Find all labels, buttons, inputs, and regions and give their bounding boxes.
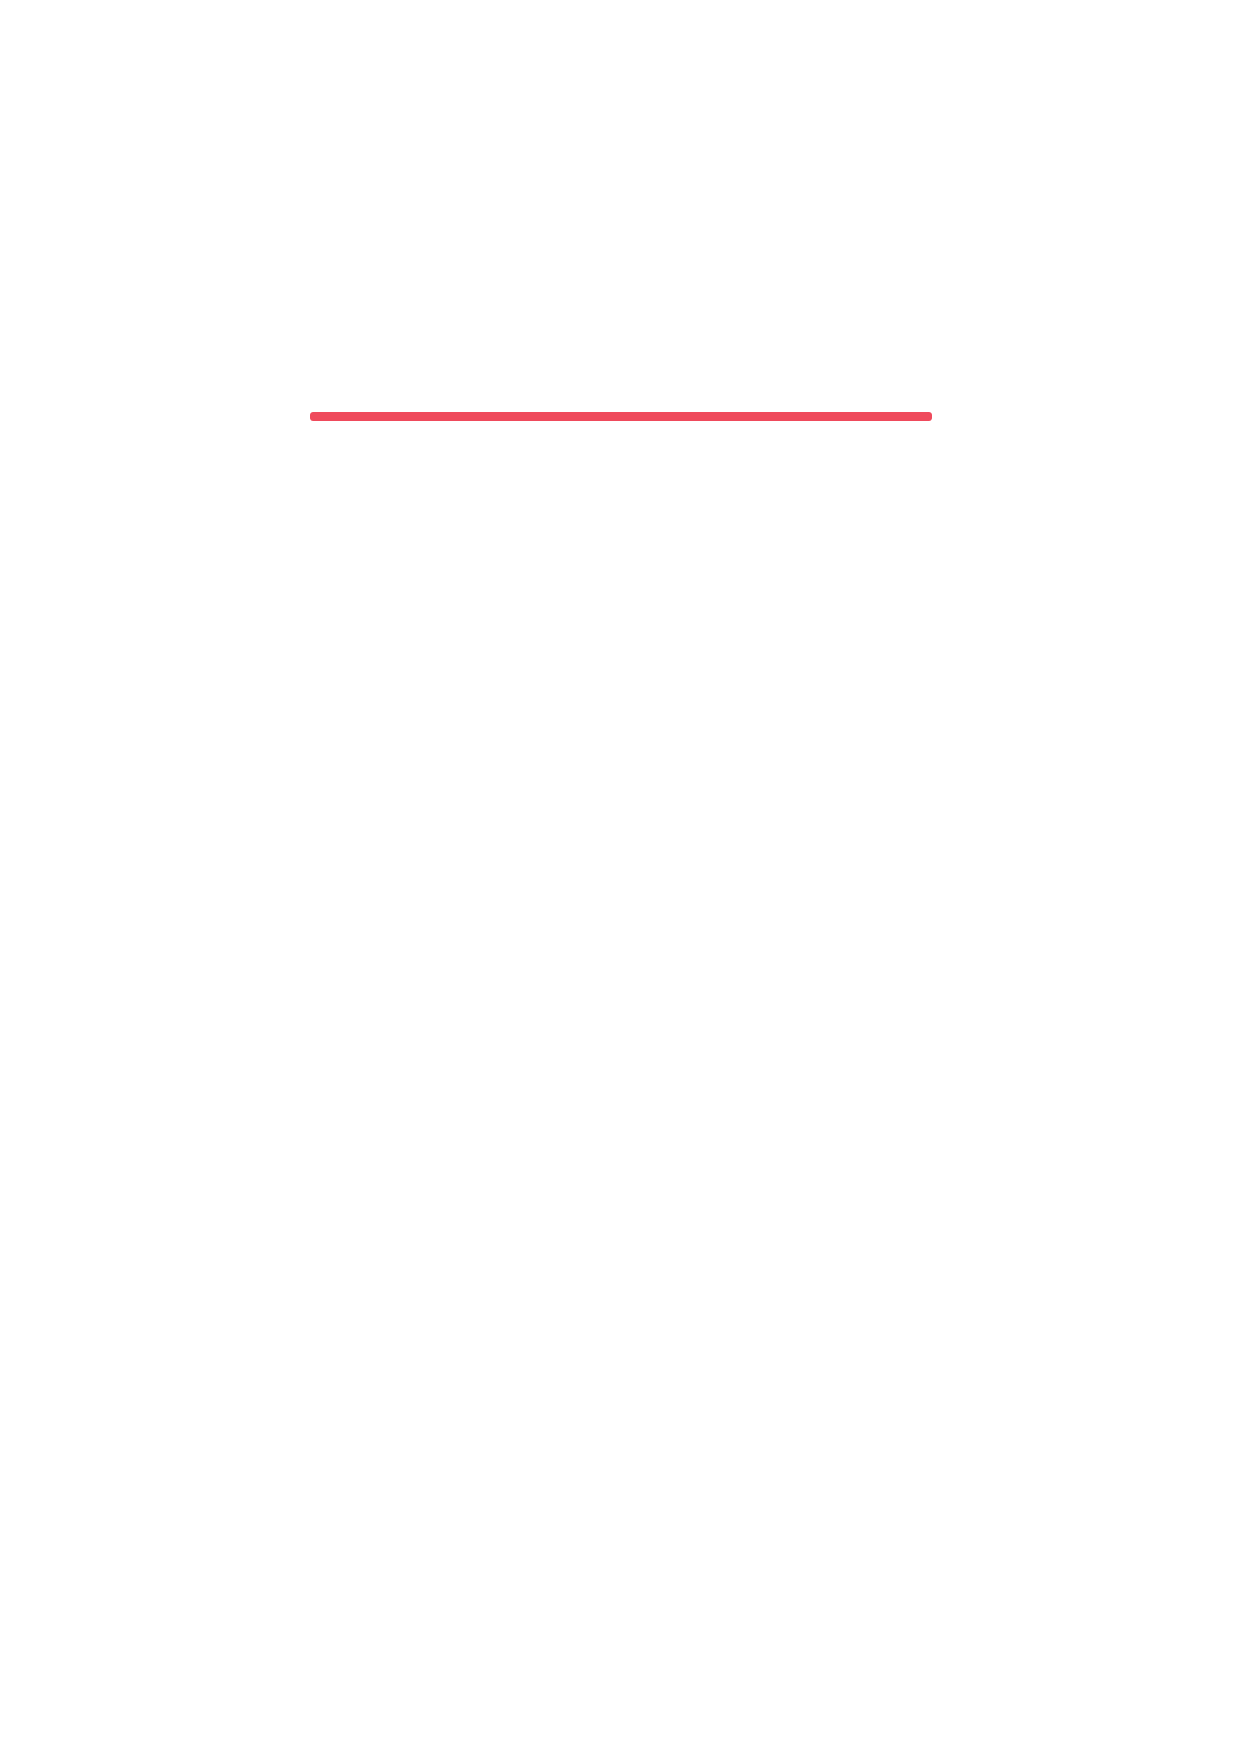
title-underline [310, 412, 932, 421]
